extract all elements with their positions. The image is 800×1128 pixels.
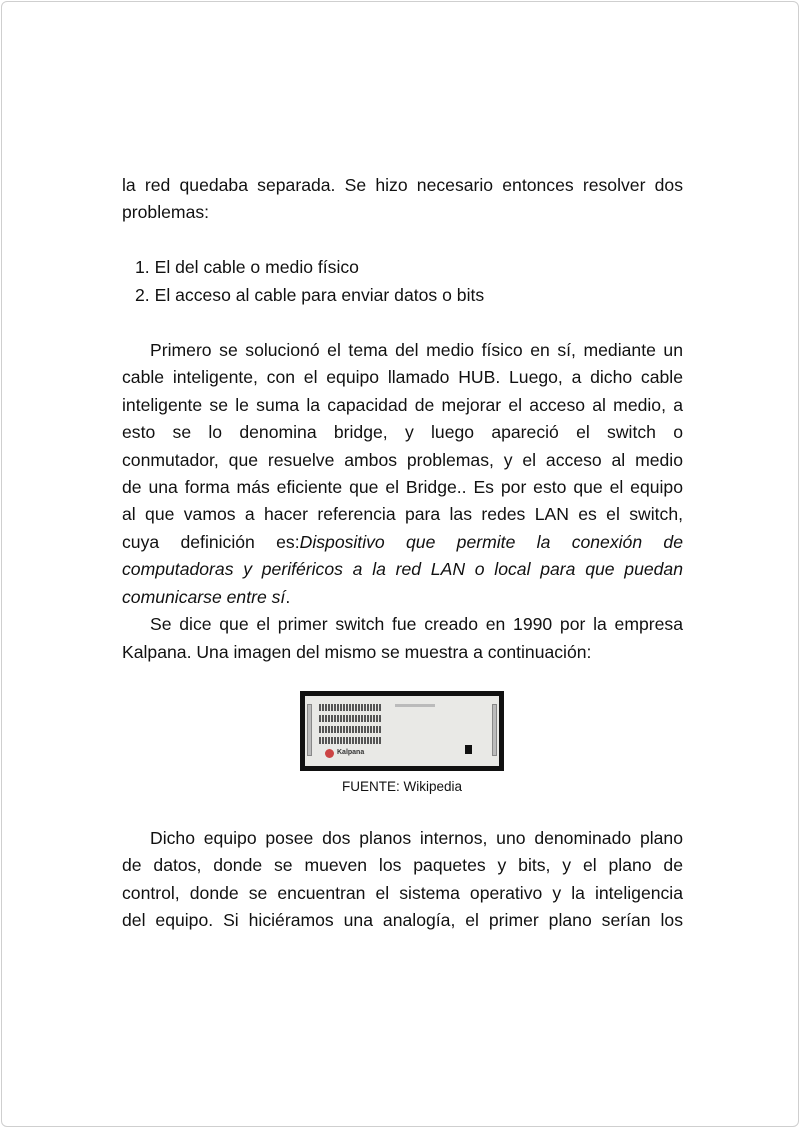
definition-text: computadoras y periféricos a la red LAN o local para que puedan: [122, 559, 683, 579]
text-line: Primero se solucionó el tema del medio físico en sí, mediante un: [150, 340, 683, 360]
definition-text: comunicarse entre sí: [122, 587, 286, 607]
text-line: problemas:: [122, 202, 210, 222]
list-item: [135, 257, 696, 277]
text-line: [122, 587, 683, 607]
document-page: [1, 1, 799, 1127]
text-line: Kalpana. Una imagen del mismo se muestra a continuación:: [122, 642, 592, 662]
list-number: 1.: [135, 257, 150, 277]
kalpana-switch-image: Kalpana: [300, 691, 504, 771]
text-line: de una forma más eficiente que el Bridge.. Es por esto que el equipo: [122, 477, 683, 497]
figure-caption: FUENTE: Wikipedia: [341, 779, 463, 794]
list-item: [135, 285, 696, 305]
text-line: esto se lo denomina bridge, y luego apareció el switch o: [122, 422, 683, 442]
definition-text: Dispositivo que permite la conexión de: [299, 532, 684, 552]
text-line: al que vamos a hacer referencia para las redes LAN es el switch,: [122, 504, 683, 524]
definition-lead: cuya definición es:: [122, 532, 300, 552]
text-line: [122, 532, 683, 552]
text-line: inteligente se le suma la capacidad de mejorar el acceso al medio, a: [122, 395, 683, 415]
definition-end: .: [285, 587, 291, 607]
list-text: El acceso al cable para enviar datos o bits: [154, 285, 485, 305]
text-line: control, donde se encuentran el sistema operativo y la inteligencia: [122, 883, 683, 903]
text-line: cable inteligente, con el equipo llamado HUB. Luego, a dicho cable: [122, 367, 683, 387]
list-text: El del cable o medio físico: [154, 257, 359, 277]
text-line: conmutador, que resuelve ambos problemas, y el acceso al medio: [122, 450, 683, 470]
kalpana-logo-icon: [325, 749, 334, 758]
text-line: de datos, donde se mueven los paquetes y bits, y el plano de: [122, 855, 683, 875]
text-line: del equipo. Si hiciéramos una analogía, el primer plano serían los: [122, 910, 683, 930]
text-line: Se dice que el primer switch fue creado en 1990 por la empresa: [150, 614, 683, 634]
text-line: Dicho equipo posee dos planos internos, uno denominado plano: [150, 828, 683, 848]
list-number: 2.: [135, 285, 150, 305]
text-line: la red quedaba separada. Se hizo necesario entonces resolver dos: [122, 175, 683, 195]
